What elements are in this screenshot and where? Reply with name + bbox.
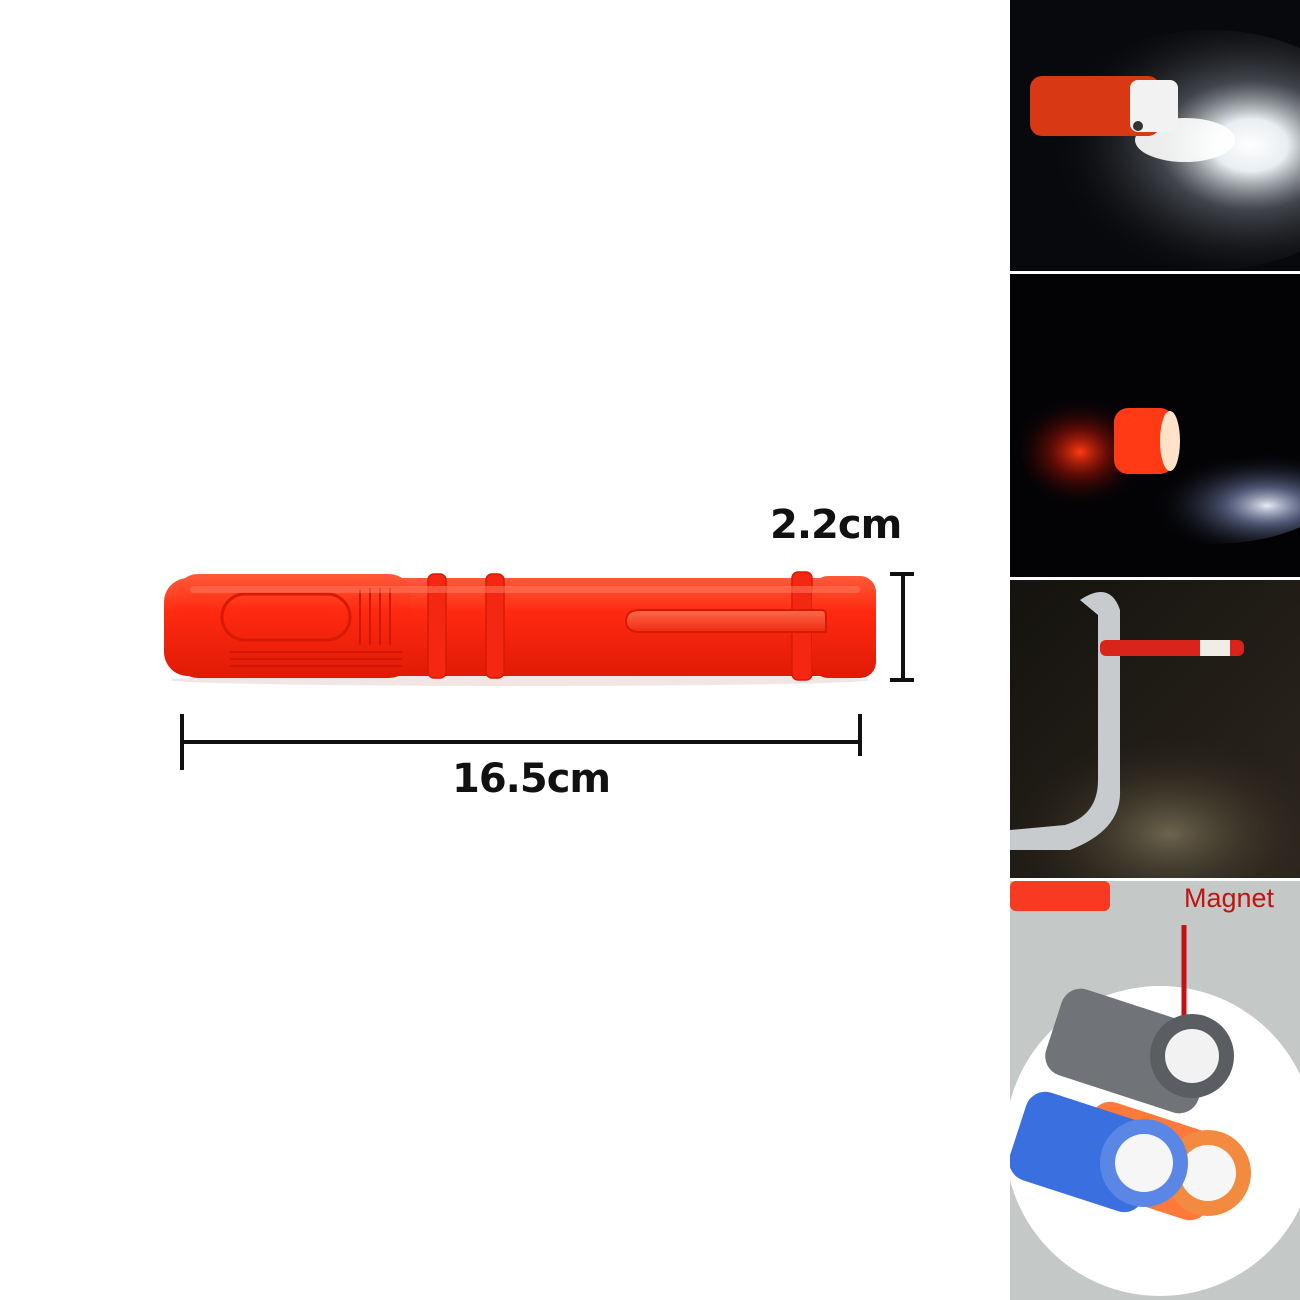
photo-gallery-strip [1010, 0, 1300, 1300]
photo-on-metal-stand [1010, 580, 1300, 878]
pocket-clip [626, 610, 826, 632]
length-label: 16.5cm [452, 756, 611, 802]
photo-light-beam [1010, 0, 1300, 271]
diameter-dimension-line [890, 574, 914, 680]
photo-red-end [1010, 274, 1300, 577]
photo-magnet-detail [1010, 881, 1300, 1300]
magnet-label: Magnet [1184, 883, 1275, 913]
diameter-label: 2.2cm [770, 502, 902, 548]
